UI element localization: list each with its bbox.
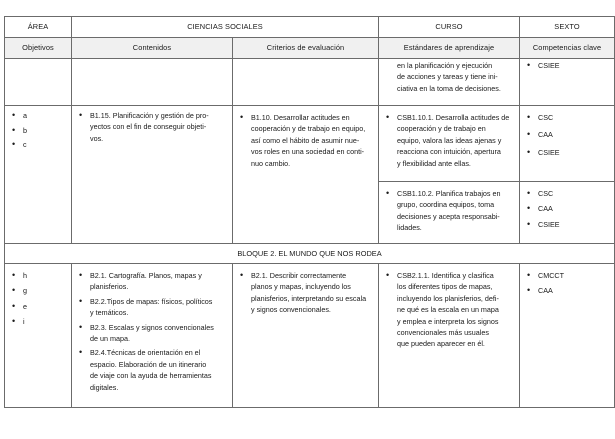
objetivo-item: • a [9,110,65,121]
criterio-line: así como el hábito de asumir nue- [251,135,360,145]
contenido-line: de viaje con la ayuda de herramientas [90,371,212,381]
contenido-line: planisferios. [90,282,129,292]
estandar-cell [379,106,520,182]
criterio-line: planisferios, interpretando su escala [251,293,367,303]
estandar-line: cooperación y de trabajo en [397,124,486,134]
curriculum-table [4,16,615,408]
col-objetivos: Objetivos [5,38,72,59]
header-row-area [5,17,615,38]
estandar-line: • CSB1.10.1. Desarrolla actitudes de [397,113,510,122]
estandar-line: de acciones y tareas y tiene ini- [397,72,498,82]
estandar-line: equipo, valora las ideas ajenas y [397,135,502,145]
contenido-line: espacio. Elaboración de un itinerario [90,359,207,369]
contenidos-cell [72,59,233,106]
area-name: CIENCIAS SOCIALES [72,17,379,38]
contenido-line: • B2.1. Cartografía. Planos, mapas y [90,271,202,280]
contenidos-cell [72,106,233,244]
competencia-item: • CSIEE [524,60,608,71]
estandar-line: y flexibilidad ante ellas. [397,158,471,168]
contenido-line: de un mapa. [90,334,130,344]
table-row [5,106,615,182]
criterio-item [237,112,372,169]
col-estandares: Estándares de aprendizaje [379,38,520,59]
estandar-line: ne qué es la escala en un mapa [397,305,499,315]
competencia-item: • CMCCT [524,270,608,281]
estandar-line: • CSB2.1.1. Identifica y clasifica [397,271,494,280]
competencia-item: • CSIEE [524,219,608,230]
estandar-line: ciativa en la toma de decisiones. [397,83,501,93]
block-title: BLOQUE 2. EL MUNDO QUE NOS RODEA [5,244,615,264]
competencia-item: • CSC [524,112,608,123]
contenido-line: yectos con el fin de conseguir objeti- [90,122,207,132]
criterios-cell [233,59,379,106]
competencias-cell [520,106,615,182]
criterio-line: cooperación y de trabajo en equipo, [251,124,366,134]
estandar-line: • CSB1.10.2. Planifica trabajos en [397,189,501,198]
estandar-line: lidades. [397,223,422,233]
competencias-cell [520,264,615,408]
competencias-cell [520,182,615,244]
criterio-line: • B1.10. Desarrollar actitudes en [251,113,350,122]
criterios-cell [233,106,379,244]
criterio-line: vos roles en una sociedad en conti- [251,147,365,157]
estandar-item [383,112,513,169]
estandar-item [383,188,513,234]
criterio-line: nuo cambio. [251,158,291,168]
estandar-cell [379,264,520,408]
estandar-line: y emplea e interpreta los signos [397,316,499,326]
contenido-line: • B1.15. Planificación y gestión de pro- [90,111,209,120]
objetivo-item: • g [9,285,65,296]
objetivos-cell [5,264,72,408]
contenido-line: y temáticos. [90,308,129,318]
objetivo-item: • h [9,270,65,281]
col-contenidos: Contenidos [72,38,233,59]
objetivo-item: • c [9,139,65,150]
contenido-item [76,270,226,293]
contenido-item [76,347,226,393]
criterio-line: y signos convencionales. [251,305,331,315]
competencia-item: • CSC [524,188,608,199]
objetivos-cell [5,106,72,244]
header-row-columns [5,38,615,59]
contenido-line: • B2.3. Escalas y signos convencionales [90,322,214,332]
col-competencias: Competencias clave [520,38,615,59]
estandar-item [383,270,513,350]
criterio-line: planos y mapas, incluyendo los [251,282,351,292]
competencia-item: • CAA [524,285,608,296]
estandar-line: convencionales más usuales [397,328,489,338]
contenido-line: vos. [90,133,104,143]
competencia-item: • CAA [524,203,608,214]
contenido-item [76,296,226,319]
estandar-line: incluyendo los planisferios, defi- [397,293,499,303]
contenido-line: • B2.4.Técnicas de orientación en el [90,348,201,358]
objetivos-cell [5,59,72,106]
curso-label: CURSO [379,17,520,38]
curso-value: SEXTO [520,17,615,38]
estandar-line: que pueden aparecer en él. [397,339,485,349]
contenidos-cell [72,264,233,408]
col-criterios: Criterios de evaluación [233,38,379,59]
estandar-line: decisiones y acepta responsabi- [397,211,500,221]
criterios-cell [233,264,379,408]
contenido-line: digitales. [90,382,119,392]
objetivo-item: • e [9,301,65,312]
competencia-item: • CAA [524,129,608,140]
criterio-item [237,270,372,316]
estandar-line: los diferentes tipos de mapas, [397,282,493,292]
estandar-cell [379,59,520,106]
contenido-item [76,110,226,144]
contenido-line: • B2.2.Tipos de mapas: físicos, políticos [90,296,213,306]
criterio-line: • B2.1. Describir correctamente [251,271,347,280]
estandar-line: en la planificación y ejecución [397,61,493,70]
contenido-item [76,322,226,345]
objetivo-item: • i [9,316,65,327]
estandar-line: grupo, coordina equipos, toma [397,200,495,210]
competencia-item: • CSIEE [524,147,608,158]
block-title-row [5,244,615,264]
area-label: ÁREA [5,17,72,38]
estandar-cell [379,182,520,244]
table-row [5,59,615,106]
competencias-cell [520,59,615,106]
estandar-line: reacciona con intuición, apertura [397,147,501,157]
table-row [5,264,615,408]
objetivo-item: • b [9,125,65,136]
